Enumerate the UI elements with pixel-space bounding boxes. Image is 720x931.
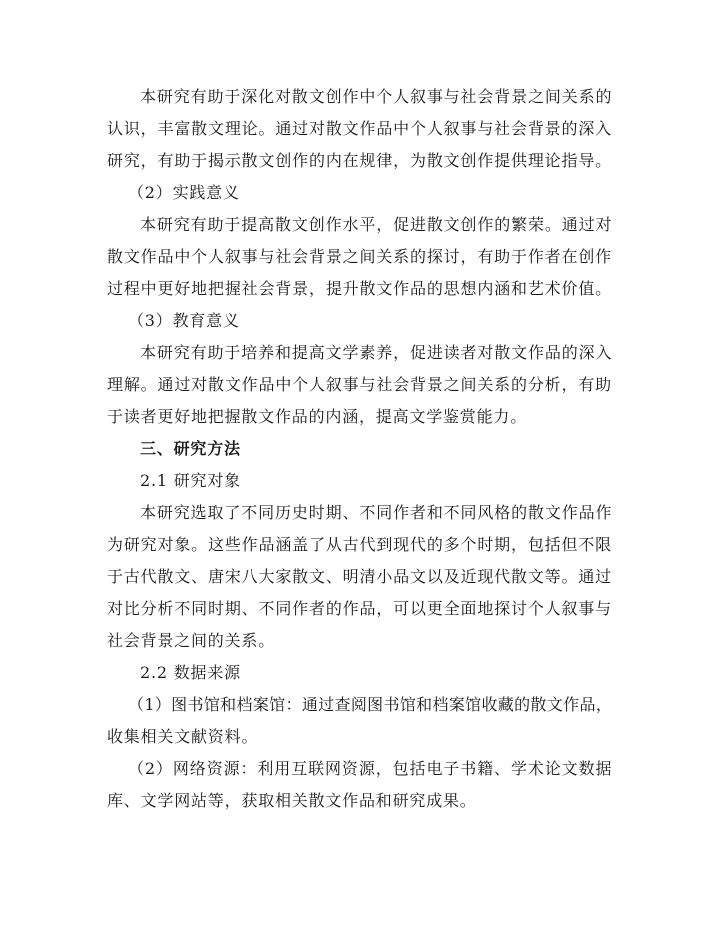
text-line: 本研究有助于培养和提高文学素养，促进读者对散文作品的深入 (140, 343, 613, 362)
text-line: 对比分析不同时期、不同作者的作品，可以更全面地探讨个人叙事与 (107, 599, 613, 618)
text-line: 于读者更好地把握散文作品的内涵，提高文学鉴赏能力。 (107, 407, 528, 426)
section-heading: 三、研究方法 (140, 439, 241, 458)
text-line: 认识，丰富散文理论。通过对散文作品中个人叙事与社会背景的深入 (107, 119, 613, 138)
text-line: 社会背景之间的关系。 (107, 631, 276, 650)
text-line: 散文作品中个人叙事与社会背景之间关系的探讨，有助于作者在创作 (107, 247, 613, 266)
subsection-line: （1）图书馆和档案馆：通过查阅图书馆和档案馆收藏的散文作品， (128, 695, 613, 714)
text-line: 为研究对象。这些作品涵盖了从古代到现代的多个时期，包括但不限 (107, 535, 613, 554)
text-line: 研究，有助于揭示散文创作的内在规律，为散文创作提供理论指导。 (107, 151, 613, 170)
subsection-line: （3）教育意义 (128, 311, 240, 330)
text-line: 过程中更好地把握社会背景，提升散文作品的思想内涵和艺术价值。 (107, 279, 613, 298)
text-line: 库、文学网站等，获取相关散文作品和研究成果。 (107, 791, 477, 810)
text-line: 理解。通过对散文作品中个人叙事与社会背景之间关系的分析，有助 (107, 375, 613, 394)
text-line: 本研究有助于提高散文创作水平，促进散文创作的繁荣。通过对 (140, 215, 613, 234)
text-line: 于古代散文、唐宋八大家散文、明清小品文以及近现代散文等。通过 (107, 567, 613, 586)
text-line: 2.1 研究对象 (140, 471, 241, 490)
text-line: 本研究选取了不同历史时期、不同作者和不同风格的散文作品作 (140, 503, 613, 522)
text-line: 收集相关文献资料。 (107, 727, 259, 746)
subsection-line: （2）实践意义 (128, 183, 240, 202)
subsection-line: （2）网络资源：利用互联网资源，包括电子书籍、学术论文数据 (128, 759, 613, 778)
text-line: 本研究有助于深化对散文创作中个人叙事与社会背景之间关系的 (140, 87, 613, 106)
text-line: 2.2 数据来源 (140, 663, 241, 682)
